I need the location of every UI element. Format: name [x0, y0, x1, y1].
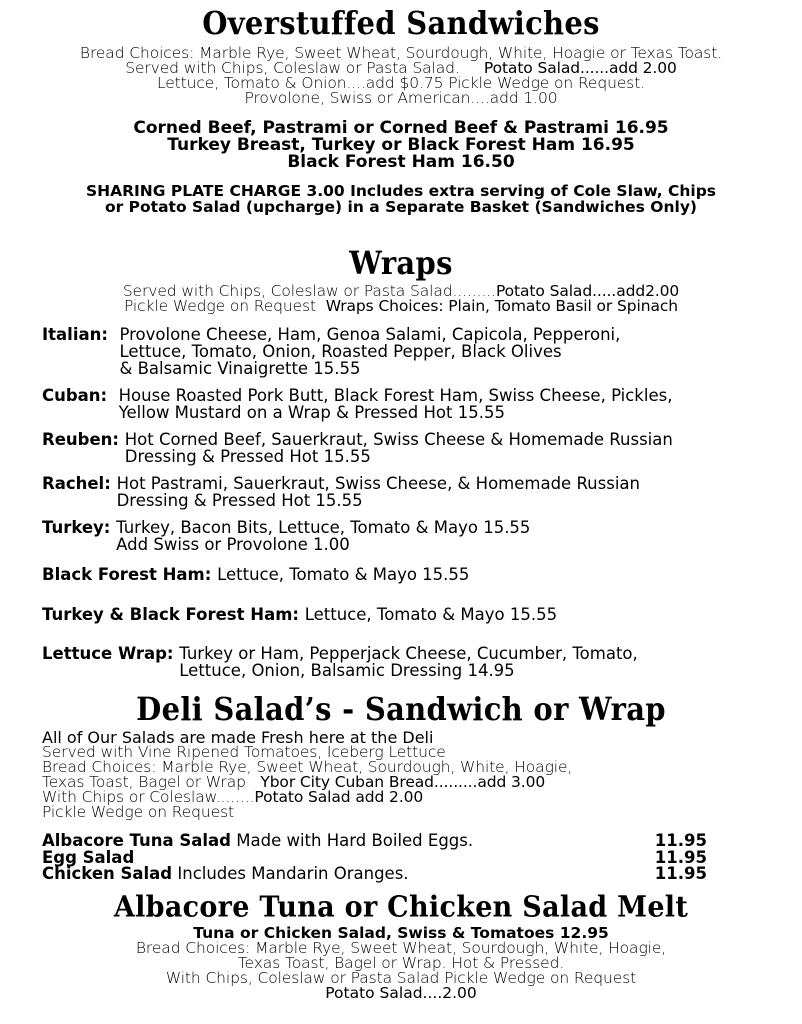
sandwich-item: Turkey Breast, Turkey or Black Forest Ham 16.95 [167, 135, 635, 155]
lettuce-addon: Lettuce, Tomato & Onion....add $0.75 Pickle Wedge on Request. [156, 74, 646, 92]
wrap-item-rachel [0, 475, 802, 509]
wraps-potato-addon: Potato Salad.....add2.00 [495, 282, 680, 300]
sandwiches-title: Overstuffed Sandwiches [202, 4, 600, 42]
wrap-desc: Turkey, Bacon Bits, Lettuce, Tomato & Mayo 15.55 [116, 518, 531, 537]
wrap-desc: Lettuce, Tomato, Onion, Roasted Pepper, Black Olives [119, 342, 562, 361]
wrap-desc: Dressing & Pressed Hot 15.55 [124, 447, 371, 466]
melt-chips-line: With Chips, Coleslaw or Pasta Salad Pickle Wedge on Request [165, 969, 637, 987]
wrap-desc: Lettuce, Tomato & Mayo 15.55 [217, 565, 470, 584]
wrap-desc: Turkey or Ham, Pepperjack Cheese, Cucumber, Tomato, [179, 644, 638, 663]
wrap-desc: Provolone Cheese, Ham, Genoa Salami, Capicola, Pepperoni, [119, 325, 621, 344]
cheese-addon: Provolone, Swiss or American....add 1.00 [244, 89, 558, 107]
deli-item-price: 11.95 [654, 831, 707, 850]
wrap-item-reuben [0, 431, 802, 465]
wrap-label: Cuban: [42, 386, 119, 405]
sharing-plate-charge: SHARING PLATE CHARGE 3.00 Includes extra serving of Cole Slaw, Chips [85, 182, 717, 200]
wrap-label: Italian: [42, 325, 120, 344]
deli-bread-choices: Bread Choices: Marble Rye, Sweet Wheat, Sourdough, White, Hoagie, [42, 758, 573, 776]
deli-item-chicken [42, 866, 707, 883]
deli-fresh-note: All of Our Salads are made Fresh here at the Deli [42, 728, 434, 747]
sandwiches-section [0, 6, 802, 215]
wrap-label: Turkey & Black Forest Ham: [42, 605, 305, 624]
deli-item-desc: Made with Hard Boiled Eggs. [231, 831, 474, 850]
deli-item-name: Chicken Salad [42, 864, 173, 883]
deli-item-desc: Includes Mandarin Oranges. [172, 864, 409, 883]
served-with-text: Served with Chips, Coleslaw or Pasta Salad. [125, 59, 460, 77]
sandwich-item: Corned Beef, Pastrami or Corned Beef & Pastrami 16.95 [133, 118, 669, 138]
wrap-desc: Hot Pastrami, Sauerkraut, Swiss Cheese, & Homemade Russian [116, 474, 640, 493]
wraps-served-text: Served with Chips, Coleslaw or Pasta Salad......... [122, 282, 496, 300]
wrap-item-lettuce-wrap [0, 645, 802, 679]
wrap-desc: Add Swiss or Provolone 1.00 [116, 535, 350, 554]
wraps-choices-line [0, 299, 802, 314]
wraps-pickle: Pickle Wedge on Request [124, 297, 317, 315]
wrap-item-cuban [0, 387, 802, 421]
wraps-title: Wraps [349, 244, 453, 282]
wrap-label: Turkey: [42, 518, 117, 537]
wrap-desc: Lettuce, Onion, Balsamic Dressing 14.95 [179, 661, 515, 680]
melt-main: Tuna or Chicken Salad, Swiss & Tomatoes 12.95 [193, 924, 609, 942]
deli-item-name: Albacore Tuna Salad [42, 831, 231, 850]
wrap-desc: Lettuce, Tomato & Mayo 15.55 [304, 605, 558, 624]
deli-bread-text: Texas Toast, Bagel or Wrap [42, 773, 246, 791]
wrap-desc: & Balsamic Vinaigrette 15.55 [119, 359, 361, 378]
wrap-item-italian [0, 326, 802, 377]
wrap-desc: House Roasted Pork Butt, Black Forest Ham, Swiss Cheese, Pickles, [118, 386, 673, 405]
melt-bread-choices: Bread Choices: Marble Rye, Sweet Wheat, Sourdough, White, Hoagie, [135, 939, 667, 957]
potato-salad-addon: Potato Salad......add 2.00 [483, 59, 677, 77]
deli-item-price: 11.95 [654, 847, 707, 867]
deli-chips-text: With Chips or Coleslaw........ [42, 788, 255, 806]
deli-salads-title: Deli Salad’s - Sandwich or Wrap [136, 690, 666, 728]
melt-bread-line: Texas Toast, Bagel or Wrap. Hot & Pressed. [237, 954, 565, 972]
deli-item-price: 11.95 [654, 864, 707, 883]
sandwich-item: Black Forest Ham 16.50 [287, 152, 515, 172]
wrap-item-turkey [0, 519, 802, 553]
wrap-desc: Hot Corned Beef, Sauerkraut, Swiss Cheese & Homemade Russian [124, 430, 673, 449]
wraps-choices: Wraps Choices: Plain, Tomato Basil or Spinach [325, 297, 678, 315]
cuban-bread-addon: Ybor City Cuban Bread.........add 3.00 [260, 773, 546, 791]
wrap-desc: Yellow Mustard on a Wrap & Pressed Hot 15.55 [118, 403, 505, 422]
wrap-label: Rachel: [42, 474, 117, 493]
deli-pickle: Pickle Wedge on Request [42, 803, 235, 821]
melt-title: Albacore Tuna or Chicken Salad Melt [113, 890, 689, 925]
wrap-item-turkey-ham [42, 606, 802, 623]
wrap-label: Reuben: [42, 430, 125, 449]
melt-section [0, 892, 802, 1001]
deli-item-tuna [42, 833, 707, 850]
deli-salads-section [0, 692, 802, 883]
deli-item-name: Egg Salad [42, 847, 135, 867]
wraps-section [0, 246, 802, 679]
deli-served-with: Served with Vine Ripened Tomatoes, Iceberg Lettuce [42, 743, 446, 761]
wrap-item-black-forest-ham [42, 566, 802, 583]
sharing-plate-note: or Potato Salad (upcharge) in a Separate Basket (Sandwiches Only) [104, 198, 698, 216]
deli-potato-addon: Potato Salad add 2.00 [254, 788, 424, 806]
melt-potato: Potato Salad....2.00 [325, 984, 477, 1002]
wrap-label: Lettuce Wrap: [42, 644, 180, 663]
wrap-label: Black Forest Ham: [42, 565, 218, 584]
bread-choices: Bread Choices: Marble Rye, Sweet Wheat, Sourdough, White, Hoagie or Texas Toast. [79, 44, 723, 62]
wrap-desc: Dressing & Pressed Hot 15.55 [116, 491, 363, 510]
